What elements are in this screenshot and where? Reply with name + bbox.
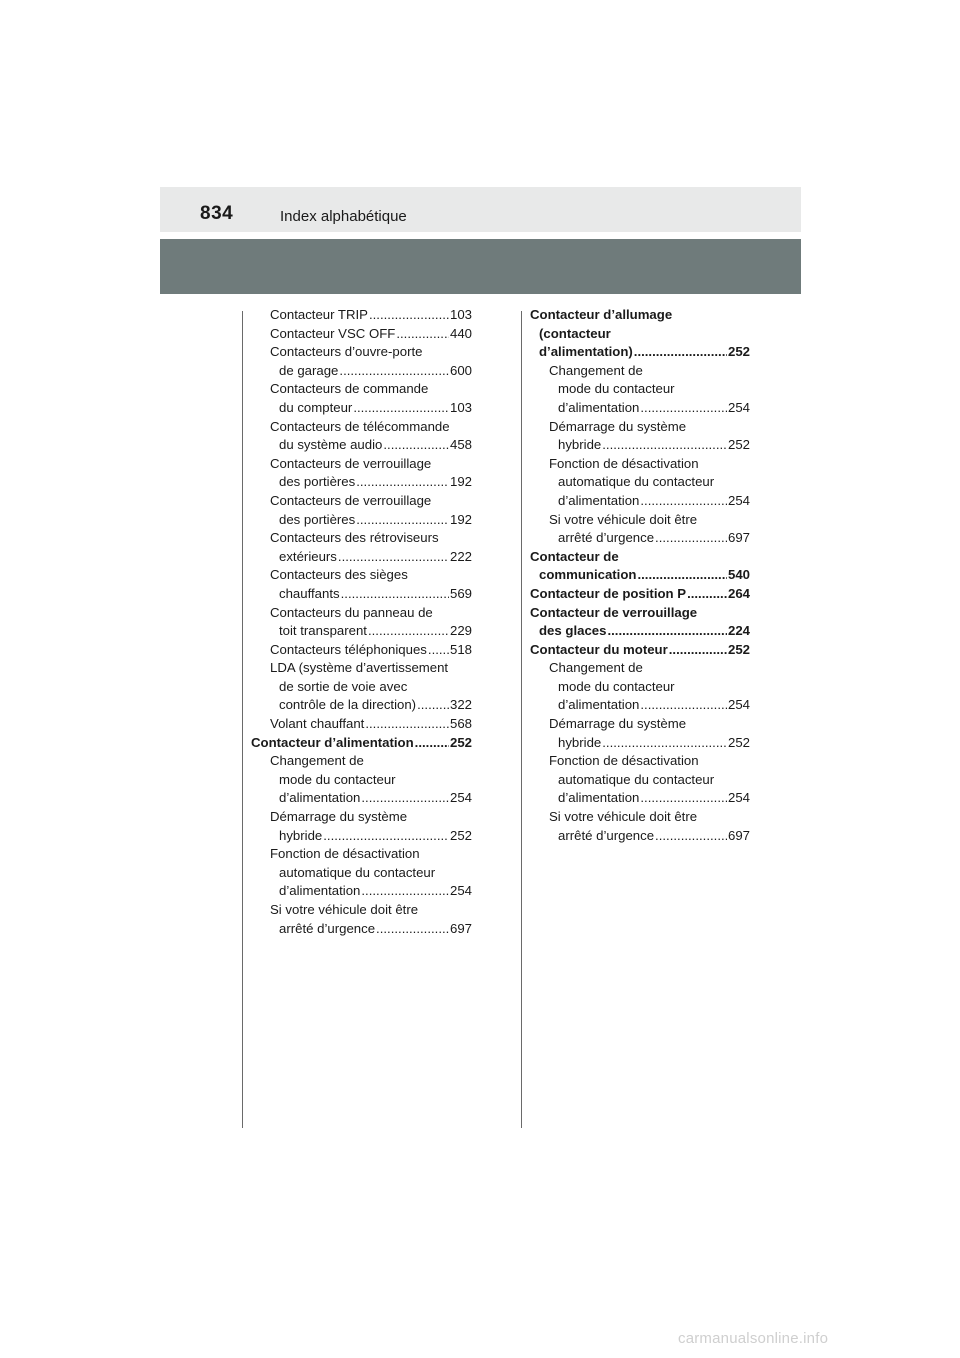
index-entry: automatique du contacteur <box>558 474 715 490</box>
index-entry: Volant chauffant ..... 568 <box>251 715 472 734</box>
watermark: carmanualsonline.info <box>678 1330 829 1347</box>
index-entry: d’alimentation ..... 254 <box>251 882 472 901</box>
index-entry: mode du contacteur <box>558 381 675 397</box>
index-entry: d’alimentation ..... 254 <box>530 399 750 418</box>
index-entry-main: Contacteur de <box>530 548 619 564</box>
index-entry-main: communication ..... 540 <box>530 566 750 585</box>
index-entry: Si votre véhicule doit être <box>270 902 419 917</box>
index-entry: des portières ..... 192 <box>251 511 472 530</box>
index-entry-main: Contacteur d’alimentation ..... 252 <box>251 734 472 753</box>
index-entry: toit transparent ..... 229 <box>251 622 472 641</box>
index-entry: Contacteur TRIP ..... 103 <box>251 306 472 325</box>
index-entry: Démarrage du système <box>549 716 687 732</box>
index-entry: mode du contacteur <box>279 771 396 787</box>
index-entry: Contacteurs de commande <box>270 381 429 397</box>
left-column-rule <box>242 311 243 1128</box>
index-entry: Démarrage du système <box>270 809 408 825</box>
index-entry: Contacteurs de télécommande <box>270 418 450 434</box>
header-band <box>160 239 801 294</box>
index-entry: Contacteurs des rétroviseurs <box>270 530 439 546</box>
index-column-right <box>530 306 750 845</box>
index-entry: Contacteurs des sièges <box>270 567 408 583</box>
index-entry: Changement de <box>549 362 643 378</box>
index-entry: d’alimentation ..... 254 <box>530 789 750 808</box>
index-entry: hybride ..... 252 <box>530 436 750 455</box>
index-entry-main: Contacteur du moteur ..... 252 <box>530 641 750 660</box>
right-column-rule <box>521 311 522 1128</box>
index-entry: hybride ..... 252 <box>251 827 472 846</box>
index-entry: extérieurs ..... 222 <box>251 548 472 567</box>
index-entry: Si votre véhicule doit être <box>549 511 698 527</box>
index-entry: Si votre véhicule doit être <box>549 809 698 825</box>
index-entry: automatique du contacteur <box>279 864 436 880</box>
index-entry: Contacteur VSC OFF ..... 440 <box>251 325 472 344</box>
index-entry: automatique du contacteur <box>558 771 715 787</box>
index-entry: LDA (système d’avertissement <box>270 660 449 676</box>
index-entry-main: d’alimentation) ..... 252 <box>530 343 750 362</box>
index-entry: Contacteurs de verrouillage <box>270 492 432 508</box>
index-entry: Contacteurs de verrouillage <box>270 455 432 471</box>
index-entry: d’alimentation ..... 254 <box>530 696 750 715</box>
index-entry-main: (contacteur <box>539 325 611 341</box>
index-entry: d’alimentation ..... 254 <box>530 492 750 511</box>
index-entry: hybride ..... 252 <box>530 734 750 753</box>
index-entry-main: Contacteur de verrouillage <box>530 604 698 620</box>
index-entry: Changement de <box>549 660 643 676</box>
index-entry-main: Contacteur d’allumage <box>530 307 673 322</box>
index-entry: de sortie de voie avec <box>279 678 408 694</box>
index-entry: Contacteurs du panneau de <box>270 604 433 620</box>
index-entry-main: Contacteur de position P ..... 264 <box>530 585 750 604</box>
index-entry: Changement de <box>270 753 364 769</box>
index-entry: arrêté d’urgence ..... 697 <box>251 920 472 939</box>
index-entry: chauffants ..... 569 <box>251 585 472 604</box>
index-entry: des portières ..... 192 <box>251 473 472 492</box>
index-entry: de garage ..... 600 <box>251 362 472 381</box>
index-entry: Contacteurs d’ouvre-porte <box>270 344 423 360</box>
index-entry: d’alimentation ..... 254 <box>251 789 472 808</box>
index-column-left <box>251 306 472 938</box>
index-entry: mode du contacteur <box>558 678 675 694</box>
index-entry: Fonction de désactivation <box>270 846 420 862</box>
page-number: 834 <box>200 203 234 224</box>
index-entry: Démarrage du système <box>549 418 687 434</box>
index-entry: arrêté d’urgence ..... 697 <box>530 529 750 548</box>
index-entry-main: des glaces ..... 224 <box>530 622 750 641</box>
index-entry: du compteur ..... 103 <box>251 399 472 418</box>
index-entry: contrôle de la direction) ..... 322 <box>251 696 472 715</box>
index-entry: arrêté d’urgence ..... 697 <box>530 827 750 846</box>
index-entry: Fonction de désactivation <box>549 753 699 769</box>
index-entry: Contacteurs téléphoniques ..... 518 <box>251 641 472 660</box>
section-title: Index alphabétique <box>280 208 407 225</box>
index-entry: du système audio ..... 458 <box>251 436 472 455</box>
header-bar <box>160 187 801 232</box>
index-entry: Fonction de désactivation <box>549 455 699 471</box>
